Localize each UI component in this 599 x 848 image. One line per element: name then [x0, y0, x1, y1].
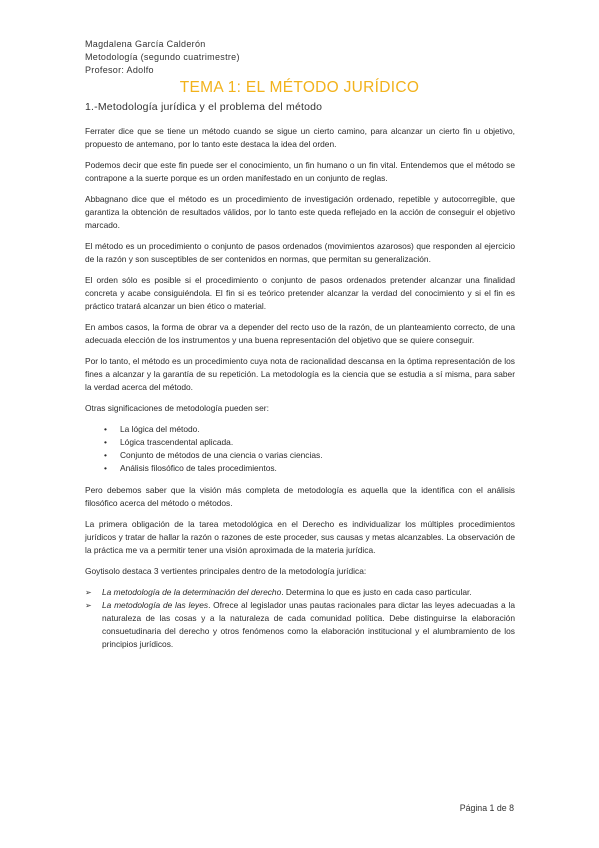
item-text: . Determina lo que es justo en cada caso particular. [281, 587, 472, 597]
document-title: TEMA 1: EL MÉTODO JURÍDICO [179, 79, 420, 96]
list-item: • La lógica del método. [85, 423, 515, 436]
list-item: • Conjunto de métodos de una ciencia o varias ciencias. [85, 449, 515, 462]
page-header [85, 38, 240, 77]
professor-name: Profesor: Adolfo [85, 65, 154, 75]
item-title: La metodología de las leyes [102, 600, 209, 610]
document-body [85, 101, 515, 660]
list-item: • Análisis filosófico de tales procedimientos. [85, 462, 515, 475]
paragraph: En ambos casos, la forma de obrar va a depender del recto uso de la razón, de un planteamiento correcto, de una adecuada elección de los instrumentos y una buena representación del objetivo que se quiere conseguir. [85, 322, 515, 345]
item-title: La metodología de la determinación del derecho [102, 587, 282, 597]
paragraph: Podemos decir que este fin puede ser el conocimiento, un fin humano o un fin vital. Entendemos que el método se contrapone a la suerte porque es un orden manifestado en un conjunto de reglas. [85, 160, 515, 183]
paragraph: Otras significaciones de metodología pueden ser: [85, 403, 269, 413]
paragraph: Ferrater dice que se tiene un método cuando se sigue un cierto camino, para alcanzar un cierto fin u objetivo, propuesto de antemano, por lo tanto este destaca la idea del orden. [85, 126, 515, 149]
paragraph: Por lo tanto, el método es un procedimiento cuya nota de racionalidad descansa en la óptima representación de los fines a alcanzar y la garantía de su repetición. La metodología es la ciencia que se estudia a sí misma, para saber la verdad acerca del método. [85, 356, 515, 392]
paragraph: La primera obligación de la tarea metodológica en el Derecho es individualizar los múltiples procedimientos jurídicos y tratar de hallar la razón o razones de este proceder, sus causas y metas alcanzables. La observación de la práctica me va a permitir tener una visión aproximada de la materia jurídica. [85, 519, 515, 555]
arrow-list [85, 586, 515, 651]
paragraph: El orden sólo es posible si el procedimiento o conjunto de pasos ordenados pretender alcanzar una finalidad concreta y acabe consiguiéndola. El fin si es teórico pretender alcanzar la verdad del conocimiento y si el fin es práctico tratará alcanzar un bien ético o material. [85, 275, 515, 311]
author-name: Magdalena García Calderón [85, 39, 206, 49]
paragraph: El método es un procedimiento o conjunto de pasos ordenados (movimientos azarosos) que responden al ejercicio de la razón y son susceptibles de ser contenidos en normas, que permitan su generalización. [85, 241, 515, 264]
paragraph: Abbagnano dice que el método es un procedimiento de investigación ordenado, repetible y autocorregible, que garantiza la obtención de resultados válidos, por lo tanto este queda reflejado en la acción de conseguir el objetivo marcado. [85, 194, 515, 230]
section-heading: 1.-Metodología jurídica y el problema del método [85, 101, 323, 113]
list-item [85, 599, 515, 651]
list-item: • Lógica trascendental aplicada. [85, 436, 515, 449]
item-text: . Ofrece al legislador unas pautas racionales para dictar las leyes adecuadas a la naturaleza de las cosas y a la naturaleza de cada comunidad política. Debe distinguirse la elaboración consuetudinaria del derecho y otros fenómenos como la elaboración institucional y el alumbramiento de los principios jurídicos. [102, 600, 515, 649]
list-item [85, 586, 515, 599]
paragraph: Pero debemos saber que la visión más completa de metodología es aquella que la identifica con el análisis filosófico acerca del método o métodos. [85, 485, 515, 508]
page-number: Página 1 de 8 [459, 803, 514, 813]
bullet-list [85, 423, 515, 475]
course-name: Metodología (segundo cuatrimestre) [85, 52, 240, 62]
paragraph: Goytisolo destaca 3 vertientes principales dentro de la metodología jurídica: [85, 566, 367, 576]
